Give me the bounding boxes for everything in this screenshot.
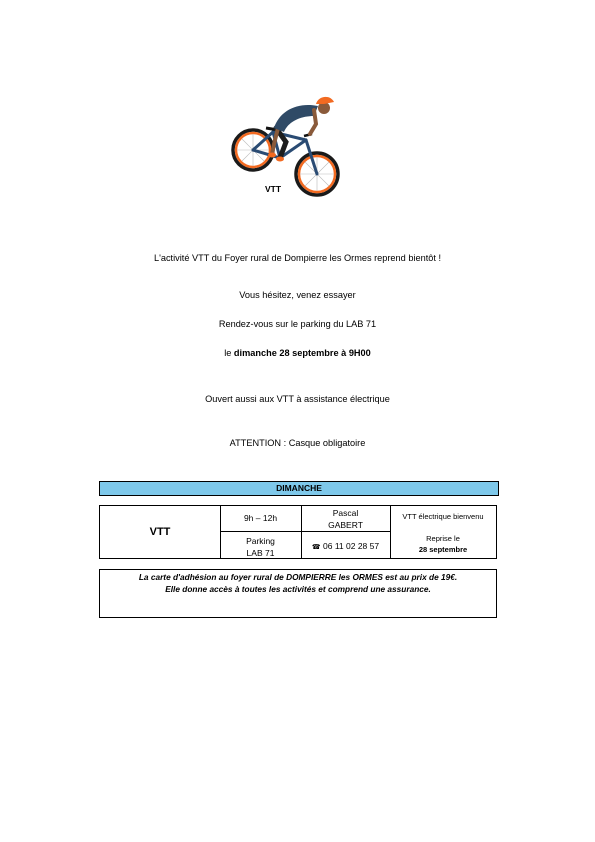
intro-date-bold: dimanche 28 septembre à 9H00	[233, 348, 371, 358]
schedule-place-line1: Parking	[246, 536, 275, 546]
schedule-restart-date: 28 septembre	[418, 545, 468, 554]
membership-price: La carte d'adhésion au foyer rural de DOMPIERRE les ORMES est au prix de 19€.	[138, 572, 458, 582]
schedule-phone-number: 06 11 02 28 57	[323, 541, 380, 551]
schedule-restart-label: Reprise le	[426, 534, 460, 543]
schedule-table	[99, 505, 497, 559]
intro-meeting-place: Rendez-vous sur le parking du LAB 71	[218, 319, 377, 329]
schedule-activity: VTT	[149, 526, 171, 538]
schedule-contact-firstname: Pascal	[332, 508, 359, 518]
membership-info-box	[99, 569, 497, 618]
intro-ebike-note: Ouvert aussi aux VTT à assistance électrique	[205, 394, 390, 404]
schedule-ebike-note: VTT électrique bienvenu	[402, 512, 484, 521]
schedule-time: 9h – 12h	[243, 513, 278, 523]
intro-invite: Vous hésitez, venez essayer	[239, 290, 356, 300]
membership-benefits: Elle donne accès à toutes les activités et comprend une assurance.	[165, 583, 431, 594]
schedule-restart-note	[390, 533, 496, 555]
schedule-contact	[301, 507, 390, 531]
intro-date	[0, 347, 595, 359]
schedule-contact-lastname: GABERT	[328, 520, 363, 530]
schedule-day-header: DIMANCHE	[99, 481, 499, 496]
illustration-caption: VTT	[264, 184, 282, 194]
phone-icon: ☎	[311, 544, 321, 551]
intro-date-prefix: le	[224, 348, 234, 358]
schedule-place	[220, 535, 301, 559]
schedule-phone	[301, 541, 390, 551]
schedule-place-line2: LAB 71	[246, 548, 275, 558]
intro-announcement: L'activité VTT du Foyer rural de Dompierre les Ormes reprend bientôt !	[153, 253, 442, 263]
intro-helmet-warning: ATTENTION : Casque obligatoire	[229, 438, 366, 448]
